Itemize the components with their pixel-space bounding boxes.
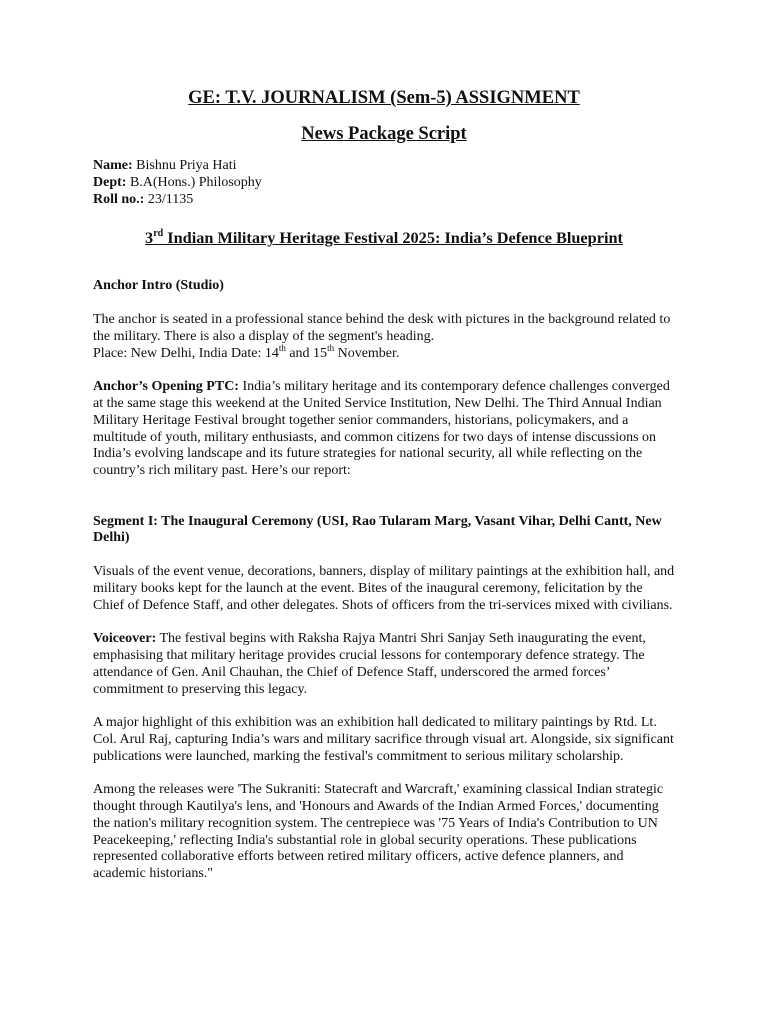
date-suffix-2: th [327, 342, 335, 353]
student-details [93, 158, 675, 208]
exhibition-paragraph: A major highlight of this exhibition was an exhibition hall dedicated to military paintings by Rtd. Lt. Col. Arul Raj, capturing India’s wars and military sacrifice through visual art. Alongside, six significant publications were launched, marking the festival's commitment to serious military scholarship. [93, 715, 674, 764]
script-title: News Package Script [301, 124, 467, 144]
segment1-visuals: Visuals of the event venue, decorations, banners, display of military paintings at the exhibition hall, and military books kept for the launch at the event. Bites of the inaugural ceremony, felicitation by the Chief of Defence Staff, and other delegates. Shots of officers from the tri-services mixed with civilians. [93, 563, 675, 613]
festival-ordinal-suffix: rd [153, 228, 164, 240]
name-line [93, 158, 675, 175]
festival-heading [93, 228, 675, 248]
festival-title: Indian Military Heritage Festival 2025: India’s Defence Blueprint [163, 228, 623, 248]
opening-ptc-paragraph [93, 379, 675, 480]
roll-value: 23/1135 [144, 191, 194, 207]
voiceover-text: The festival begins with Raksha Rajya Mantri Shri Sanjay Seth inaugurating the event, emphasising that military heritage provides crucial lessons for contemporary defence strategy. The attendance of Gen. Anil Chauhan, the Chief of Defence Staff, underscored the armed forces’ commitment to preserving this legacy. [93, 631, 646, 697]
name-label: Name: [93, 158, 133, 173]
publications-paragraph: Among the releases were 'The Sukraniti: Statecraft and Warcraft,' examining classical Indian strategic thought through Kautilya's lens, and 'Honours and Awards of the Indian Armed Forces,' documenting the nation's military recognition system. The centrepiece was '75 Years of India's Contribution to UN Peacekeeping,' reflecting India's substantial role in global security operations. These publications represented collaborative efforts between retired military officers, active defence planners, and academic historians." [93, 782, 664, 882]
roll-line [93, 192, 675, 209]
voiceover-label: Voiceover: [93, 631, 157, 647]
anchor-intro-heading: Anchor Intro (Studio) [93, 278, 224, 294]
place-date-mid: and 15 [285, 345, 328, 361]
festival-ordinal-number: 3 [145, 228, 154, 248]
place-date-suffix: November. [334, 345, 400, 361]
place-date-prefix: Place: New Delhi, India Date: 14 [93, 345, 279, 361]
dept-line [93, 175, 675, 192]
roll-label: Roll no.: [93, 191, 145, 207]
name-value: Bishnu Priya Hati [132, 158, 237, 173]
dept-value: B.A(Hons.) Philosophy [126, 174, 262, 190]
place-date-line [93, 342, 675, 363]
opening-ptc-text: India’s military heritage and its contemporary defence challenges converged at the same stage this weekend at the United Service Institution, New Delhi. The Third Annual Indian Military Heritage Festival brought together senior commanders, historians, policymakers, and a multitude of youth, military enthusiasts, and common citizens for two days of intense discussions on India’s evolving landscape and its future strategies for national security, all while reflecting on the country’s rich military past. Here’s our report: [93, 379, 670, 479]
segment1-heading: Segment I: The Inaugural Ceremony (USI, Rao Tularam Marg, Vasant Vihar, Delhi Cantt, New Delhi) [93, 513, 662, 546]
dept-label: Dept: [93, 174, 127, 190]
assignment-title: GE: T.V. JOURNALISM (Sem-5) ASSIGNMENT [188, 88, 580, 108]
date-suffix-1: th [278, 342, 286, 353]
opening-ptc-label: Anchor’s Opening PTC: [93, 379, 239, 395]
voiceover-paragraph [93, 631, 675, 698]
anchor-intro-description: The anchor is seated in a professional stance behind the desk with pictures in the background related to the military. There is also a display of the segment's heading. [93, 311, 671, 344]
